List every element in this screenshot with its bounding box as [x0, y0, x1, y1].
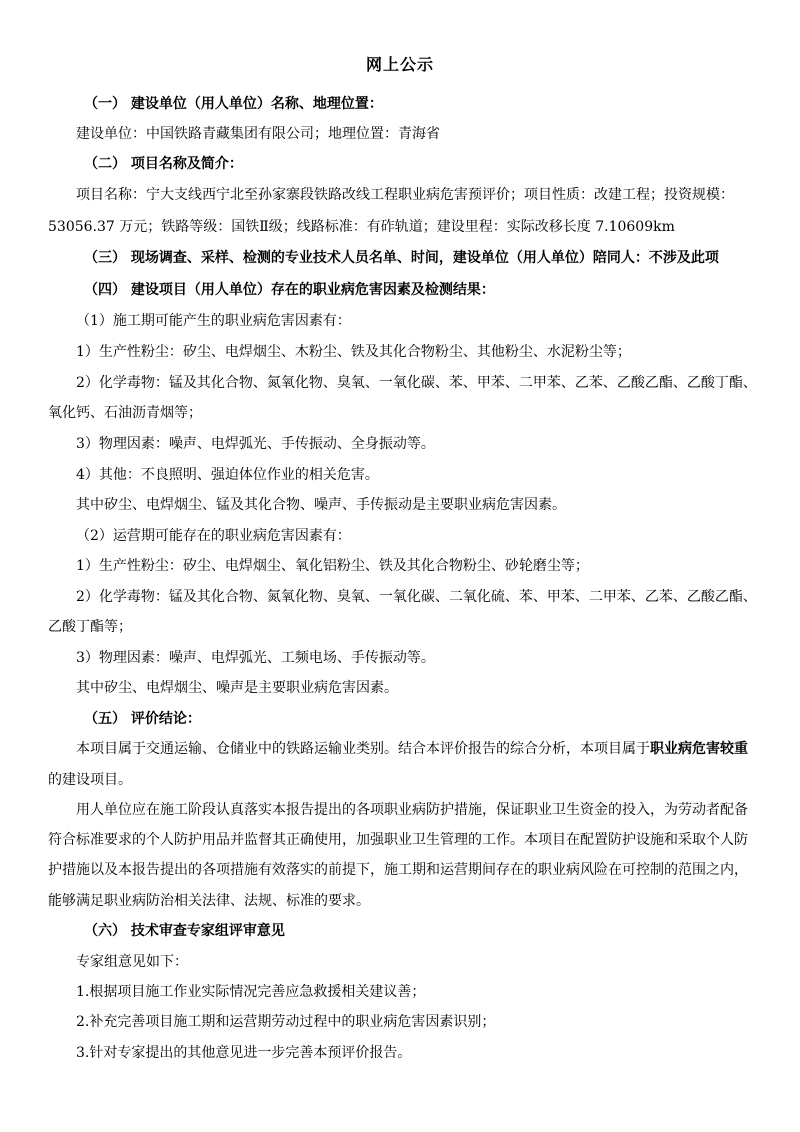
section-heading: [84, 709, 201, 729]
paragraph-line: [76, 185, 734, 205]
line-text: 其中矽尘、电焊烟尘、噪声是主要职业病危害因素。: [76, 680, 398, 696]
line-text: 的建设项目。: [48, 772, 132, 788]
paragraph-line: [48, 860, 748, 880]
line-text: 53056.37 万元；铁路等级：国铁Ⅱ级；线路标准：有砟轨道；建设里程：实际改移长度 7.10609km: [48, 219, 675, 235]
section-heading: [84, 280, 495, 300]
line-text: 2）化学毒物：锰及其化合物、氮氧化物、臭氧、一氧化碳、二氧化硫、苯、甲苯、二甲苯、乙苯、乙酸乙酯、: [76, 589, 757, 605]
section-heading: [84, 94, 383, 114]
line-text: 用人单位应在施工阶段认真落实本报告提出的各项职业病防护措施，保证职业卫生资金的投入，为劳动者配备: [76, 802, 748, 818]
line-text: 2）化学毒物：锰及其化合物、氮氧化物、臭氧、一氧化碳、苯、甲苯、二甲苯、乙苯、乙酸乙酯、乙酸丁酯、: [76, 375, 757, 391]
line-text: 能够满足职业病防治相关法律、法规、标准的要求。: [48, 893, 370, 909]
line-text: （三） 现场调查、采样、检测的专业技术人员名单、时间，建设单位（用人单位）陪同人：不涉及此项: [84, 250, 719, 266]
paragraph-line: [48, 770, 132, 790]
paragraph-line: [48, 617, 132, 637]
line-text: 1）生产性粉尘：矽尘、电焊烟尘、氧化铝粉尘、铁及其化合物粉尘、砂轮磨尘等；: [76, 558, 589, 574]
line-text: 3.针对专家提出的其他意见进一步完善本预评价报告。: [76, 1045, 412, 1061]
section-heading: [84, 248, 719, 268]
paragraph-line: [48, 403, 202, 423]
line-text: 氧化钙、石油沥青烟等；: [48, 405, 202, 421]
section-heading: [84, 921, 285, 941]
line-text: 其中矽尘、电焊烟尘、锰及其化合物、噪声、手传振动是主要职业病危害因素。: [76, 497, 566, 513]
line-text: 3）物理因素：噪声、电焊弧光、手传振动、全身振动等。: [76, 436, 435, 452]
line-text: （一） 建设单位（用人单位）名称、地理位置：: [84, 96, 383, 112]
paragraph-line: [48, 830, 748, 850]
paragraph-line: [76, 678, 398, 698]
line-text: 3）物理因素：噪声、电焊弧光、工频电场、手传振动等。: [76, 650, 435, 666]
line-text: 1.根据项目施工作业实际情况完善应急救援相关建议善；: [76, 984, 426, 1000]
paragraph-line: [76, 434, 435, 454]
paragraph-line: [76, 1012, 495, 1032]
line-text: 项目名称：宁大支线西宁北至孙家寨段铁路改线工程职业病危害预评价；项目性质：改建工程；投资规模：: [76, 187, 734, 203]
section-heading: [84, 154, 243, 174]
document-title: 网上公示: [365, 55, 434, 74]
paragraph-line: [76, 800, 748, 820]
paragraph-line: [76, 124, 440, 144]
paragraph-line: [76, 556, 589, 576]
paragraph-line: [76, 648, 435, 668]
paragraph-line: [76, 739, 748, 759]
line-text: 护措施以及本报告提出的各项措施有效落实的前提下，施工期和运营期间存在的职业病风险在可控制的范围之内，: [48, 862, 748, 878]
line-text: 2.补充完善项目施工期和运营期劳动过程中的职业病危害因素识别；: [76, 1014, 496, 1030]
line-text: 本项目属于交通运输、仓储业中的铁路运输业类别。结合本评价报告的综合分析，本项目属于: [76, 741, 650, 757]
paragraph-line: [76, 495, 566, 515]
paragraph-line: [76, 587, 757, 607]
paragraph-line: [48, 891, 370, 911]
line-text: （1）施工期可能产生的职业病危害因素有：: [76, 313, 351, 329]
paragraph-line: [76, 982, 425, 1002]
line-text: 符合标准要求的个人防护用品并监督其正确使用，加强职业卫生管理的工作。本项目在配置防护设施和采取个人防: [48, 832, 748, 848]
line-text: （六） 技术审查专家组评审意见: [84, 923, 285, 939]
paragraph-line: [76, 952, 188, 972]
paragraph-line: [76, 311, 351, 331]
paragraph-line: [76, 1043, 411, 1063]
paragraph-line: [76, 465, 379, 485]
paragraph-line: [48, 217, 675, 237]
line-text: 专家组意见如下：: [76, 954, 188, 970]
line-text: 建设单位：中国铁路青藏集团有限公司；地理位置：青海省: [76, 126, 440, 142]
paragraph-line: [76, 342, 631, 362]
line-text: （二） 项目名称及简介：: [84, 156, 243, 172]
line-text: （五） 评价结论：: [84, 711, 201, 727]
paragraph-line: [76, 526, 351, 546]
line-text: 4）其他：不良照明、强迫体位作业的相关危害。: [76, 467, 379, 483]
line-text: （四） 建设项目（用人单位）存在的职业病危害因素及检测结果：: [84, 282, 495, 298]
line-text: （2）运营期可能存在的职业病危害因素有：: [76, 528, 351, 544]
line-text: 乙酸丁酯等；: [48, 619, 132, 635]
emphasis-text: 职业病危害较重: [650, 741, 748, 757]
paragraph-line: [76, 373, 757, 393]
line-text: 1）生产性粉尘：矽尘、电焊烟尘、木粉尘、铁及其化合物粉尘、其他粉尘、水泥粉尘等；: [76, 344, 631, 360]
